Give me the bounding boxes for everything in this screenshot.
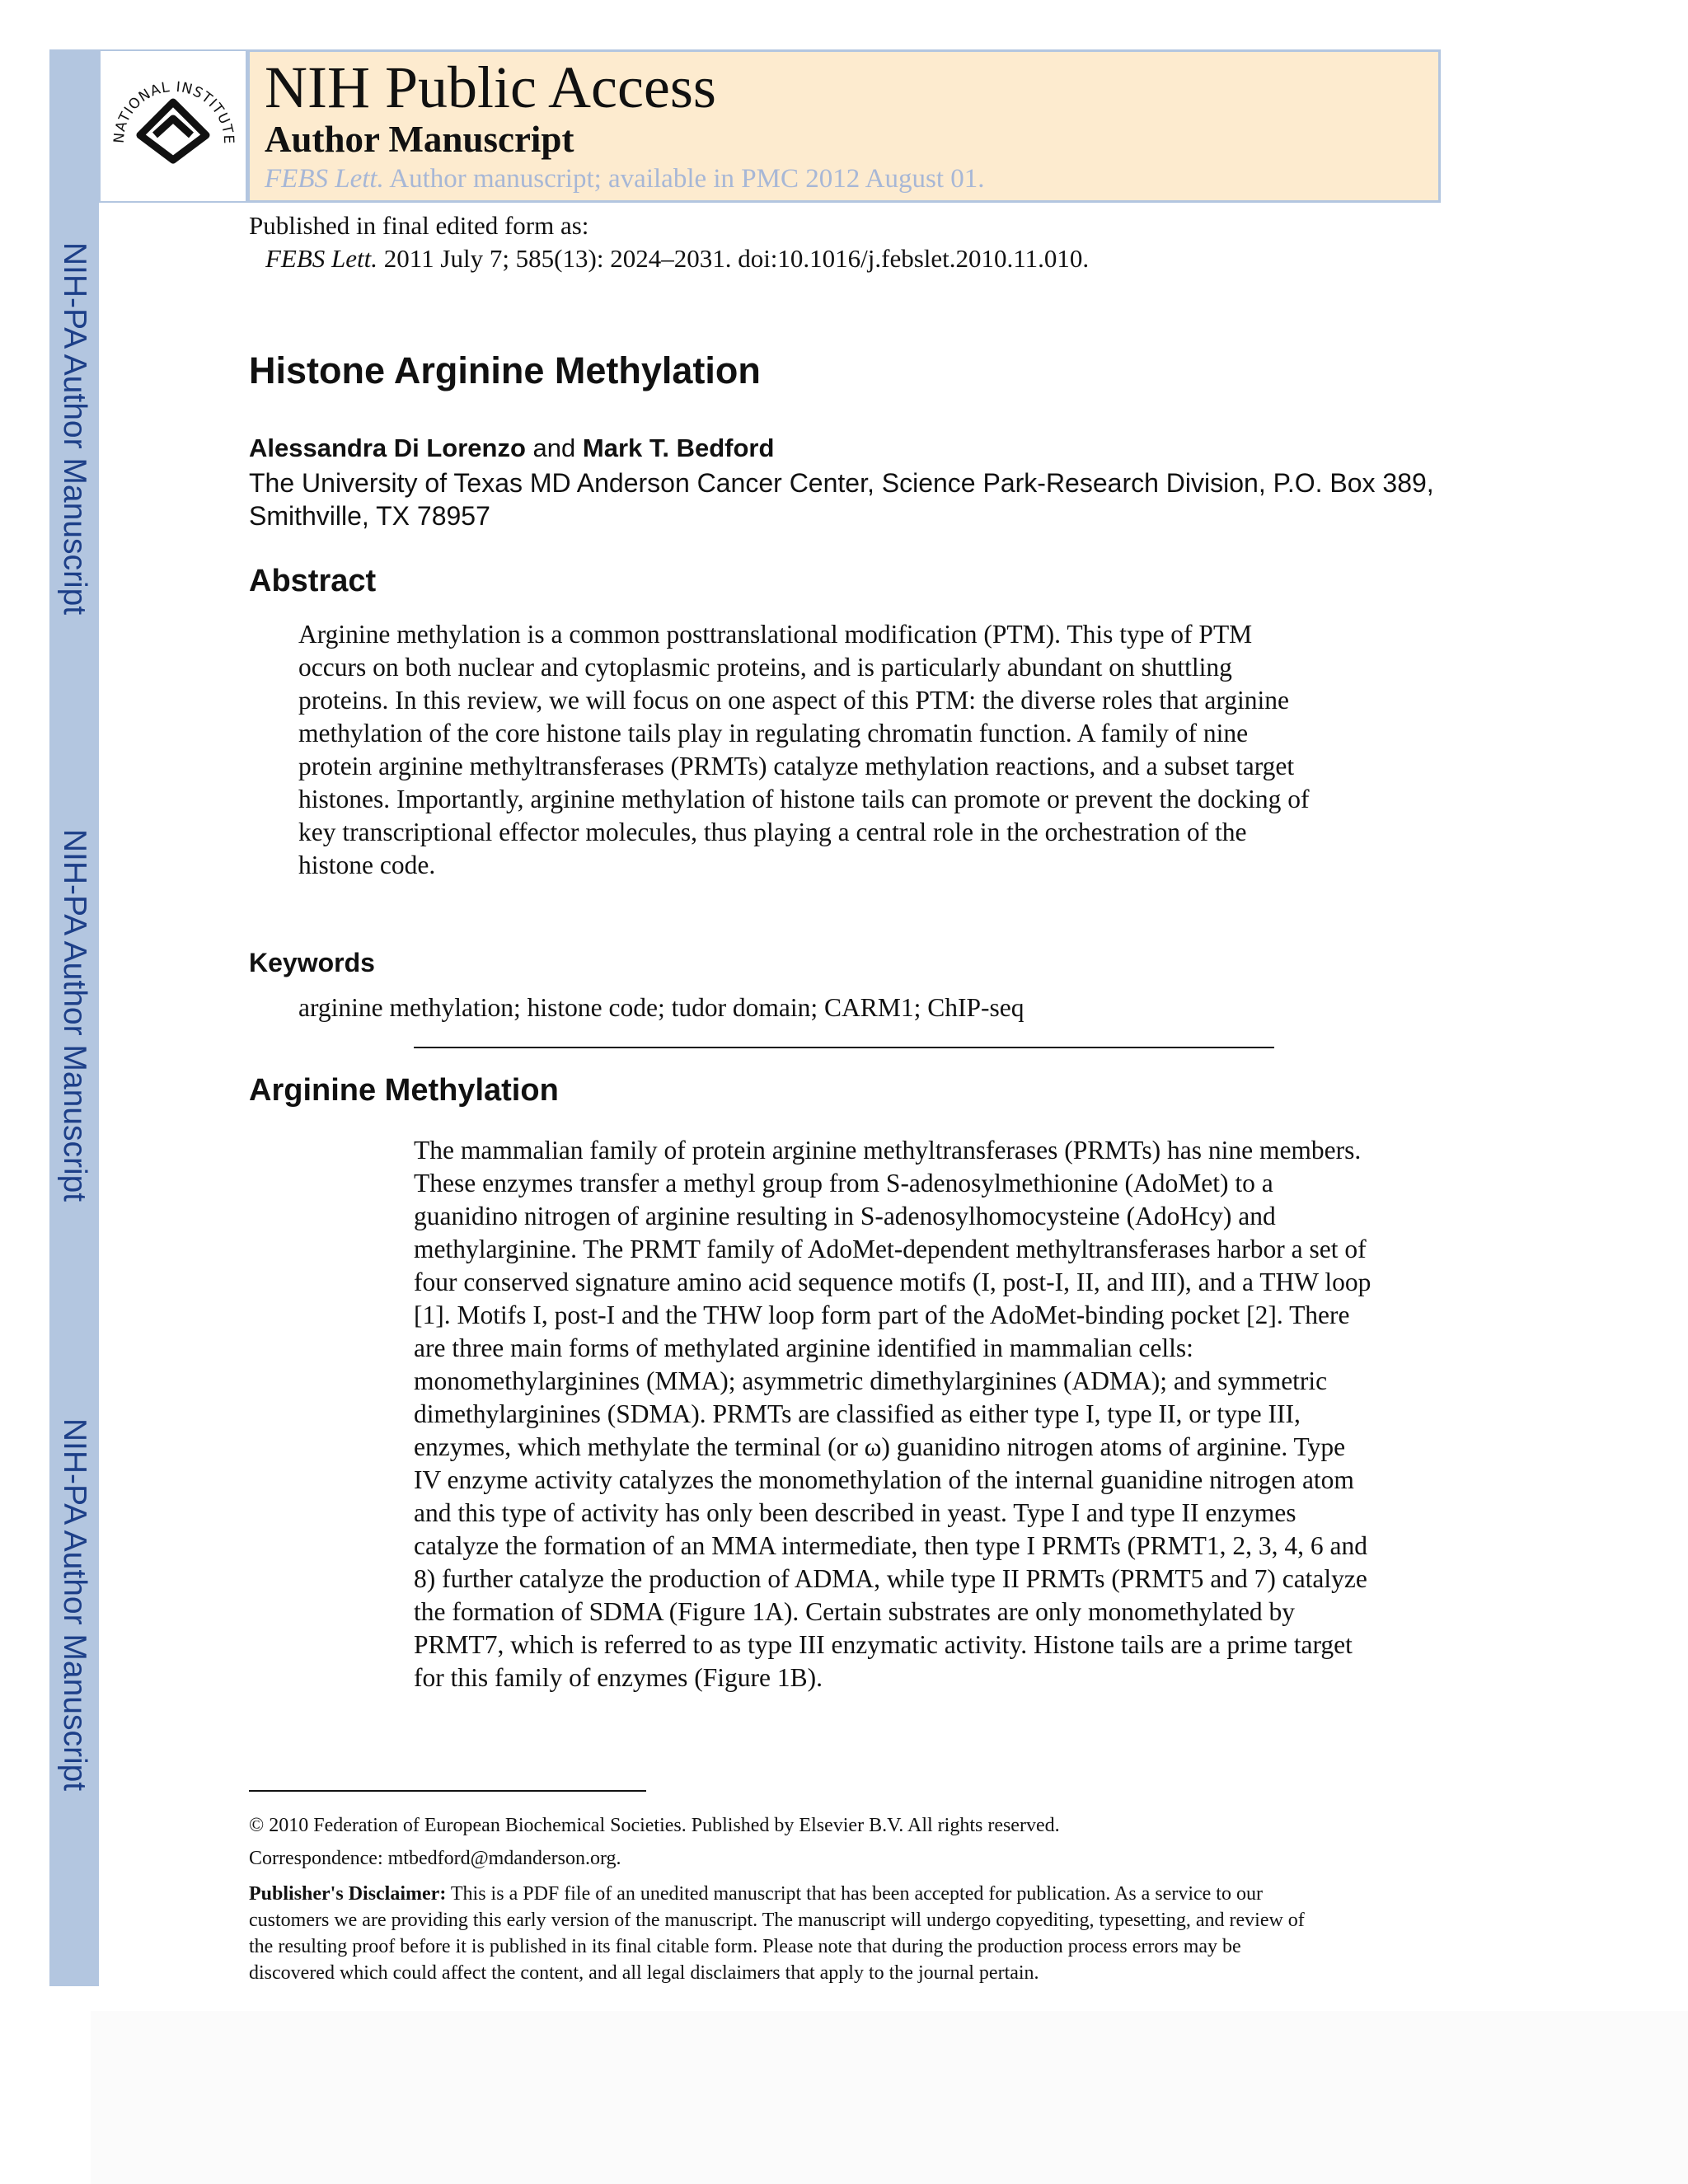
author-connector: and (532, 434, 576, 462)
author-name: Mark T. Bedford (582, 434, 775, 462)
availability-note (265, 164, 985, 194)
body-line: These enzymes transfer a methyl group from S-adenosylmethionine (AdoMet) to a (414, 1169, 1273, 1197)
abstract-line: key transcriptional effector molecules, thus playing a central role in the orchestration of the (298, 818, 1247, 846)
body-line: and this type of activity has only been described in yeast. Type I and type II enzymes (414, 1498, 1296, 1527)
nih-header-banner (247, 49, 1441, 203)
body-line: [1]. Motifs I, post-I and the THW loop form part of the AdoMet-binding pocket [2]. There (414, 1301, 1350, 1329)
keywords-list: arginine methylation; histone code; tudor domain; CARM1; ChIP-seq (298, 993, 1025, 1022)
published-in-label: Published in final edited form as: (249, 211, 589, 240)
correspondence-note: Correspondence: mtbedford@mdanderson.org. (249, 1848, 621, 1869)
body-line: monomethylarginines (MMA); asymmetric dimethylarginines (ADMA); and symmetric (414, 1366, 1328, 1395)
author-line (249, 434, 774, 463)
citation (265, 244, 1089, 274)
body-line: catalyze the formation of an MMA intermediate, then type I PRMTs (PRMT1, 2, 3, 4, 6 and (414, 1531, 1367, 1560)
public-access-title: NIH Public Access (265, 54, 716, 120)
abstract-line: proteins. In this review, we will focus on one aspect of this PTM: the diverse roles that arginine (298, 686, 1289, 715)
article-title: Histone Arginine Methylation (249, 349, 761, 391)
abstract-line: occurs on both nuclear and cytoplasmic proteins, and is particularly abundant on shuttling (298, 653, 1232, 682)
body-line: are three main forms of methylated arginine identified in mammalian cells: (414, 1333, 1193, 1362)
author-manuscript-label: Author Manuscript (265, 119, 574, 160)
disclaimer-label: Publisher's Disclaimer: (249, 1883, 447, 1905)
copyright-note: © 2010 Federation of European Biochemical Societies. Published by Elsevier B.V. All rights reserved. (249, 1815, 1060, 1836)
sidebar-label: NIH-PA Author Manuscript (57, 1418, 92, 1792)
nih-seal-icon (101, 51, 246, 201)
body-line: PRMT7, which is referred to as type III enzymatic activity. Histone tails are a prime target (414, 1630, 1353, 1659)
nih-logo-text: NATIONAL INSTITUTE (110, 78, 237, 145)
footnote-divider (249, 1790, 646, 1792)
body-line: for this family of enzymes (Figure 1B). (414, 1663, 823, 1692)
abstract-line: Arginine methylation is a common posttranslational modification (PTM). This type of PTM (298, 620, 1253, 649)
body-line: methylarginine. The PRMT family of AdoMet-dependent methyltransferases harbor a set of (414, 1235, 1367, 1263)
abstract-heading: Abstract (249, 564, 377, 598)
keywords-heading: Keywords (249, 948, 375, 977)
author-name: Alessandra Di Lorenzo (249, 434, 526, 462)
body-line: dimethylarginines (SDMA). PRMTs are classified as either type I, type II, or type III, (414, 1399, 1301, 1428)
disclaimer-line (249, 1881, 1444, 1907)
body-line: four conserved signature amino acid sequence motifs (I, post-I, II, and III), and a THW loop (414, 1268, 1372, 1296)
header-journal: FEBS Lett. (265, 164, 384, 194)
citation-journal: FEBS Lett. (265, 244, 378, 273)
body-line: The mammalian family of protein arginine methyltransferases (PRMTs) has nine members. (414, 1136, 1362, 1165)
body-line: the formation of SDMA (Figure 1A). Certain substrates are only monomethylated by (414, 1597, 1296, 1626)
affiliation: The University of Texas MD Anderson Cancer Center, Science Park-Research Division, P.O. Box 389, Smithville, TX 78957 (249, 468, 1434, 531)
sidebar-label: NIH-PA Author Manuscript (57, 828, 92, 1202)
disclaimer-line: the resulting proof before it is published in its final citable form. Please note that during the production process errors may be (249, 1936, 1241, 1957)
divider (414, 1047, 1274, 1048)
section-heading: Arginine Methylation (249, 1073, 559, 1108)
body-line: enzymes, which methylate the terminal (or ω) guanidino nitrogen atoms of arginine. Type (414, 1432, 1346, 1461)
page-bottom-shade (91, 2011, 1688, 2184)
body-line: 8) further catalyze the production of ADMA, while type II PRMTs (PRMT5 and 7) catalyze (414, 1564, 1367, 1593)
abstract-line: methylation of the core histone tails play in regulating chromatin function. A family of nine (298, 719, 1249, 748)
disclaimer-text: This is a PDF file of an unedited manuscript that has been accepted for publication. As a service to our (450, 1883, 1263, 1905)
svg-text:NATIONAL INSTITUTES OF HEALTH (101, 51, 237, 145)
citation-details: 2011 July 7; 585(13): 2024–2031. doi:10.1016/j.febslet.2010.11.010. (383, 244, 1090, 273)
abstract-line: histones. Importantly, arginine methylation of histone tails can promote or prevent the docking of (298, 785, 1310, 813)
disclaimer-line: customers we are providing this early version of the manuscript. The manuscript will undergo copyediting, typesetting, and review of (249, 1910, 1305, 1931)
availability-text: Author manuscript; available in PMC 2012 August 01. (389, 164, 985, 194)
body-line: guanidino nitrogen of arginine resulting in S-adenosylhomocysteine (AdoHcy) and (414, 1202, 1276, 1230)
abstract-body (298, 618, 1395, 882)
abstract-line: protein arginine methyltransferases (PRMTs) catalyze methylation reactions, and a subset target (298, 752, 1295, 780)
section-body (414, 1134, 1444, 1694)
nih-logo (99, 49, 247, 203)
disclaimer-line: discovered which could affect the content, and all legal disclaimers that apply to the journal pertain. (249, 1962, 1039, 1984)
sidebar-label: NIH-PA Author Manuscript (57, 241, 92, 616)
abstract-line: histone code. (298, 851, 436, 879)
body-line: IV enzyme activity catalyzes the monomethylation of the internal guanidine nitrogen atom (414, 1465, 1354, 1494)
publisher-disclaimer (249, 1881, 1444, 1986)
